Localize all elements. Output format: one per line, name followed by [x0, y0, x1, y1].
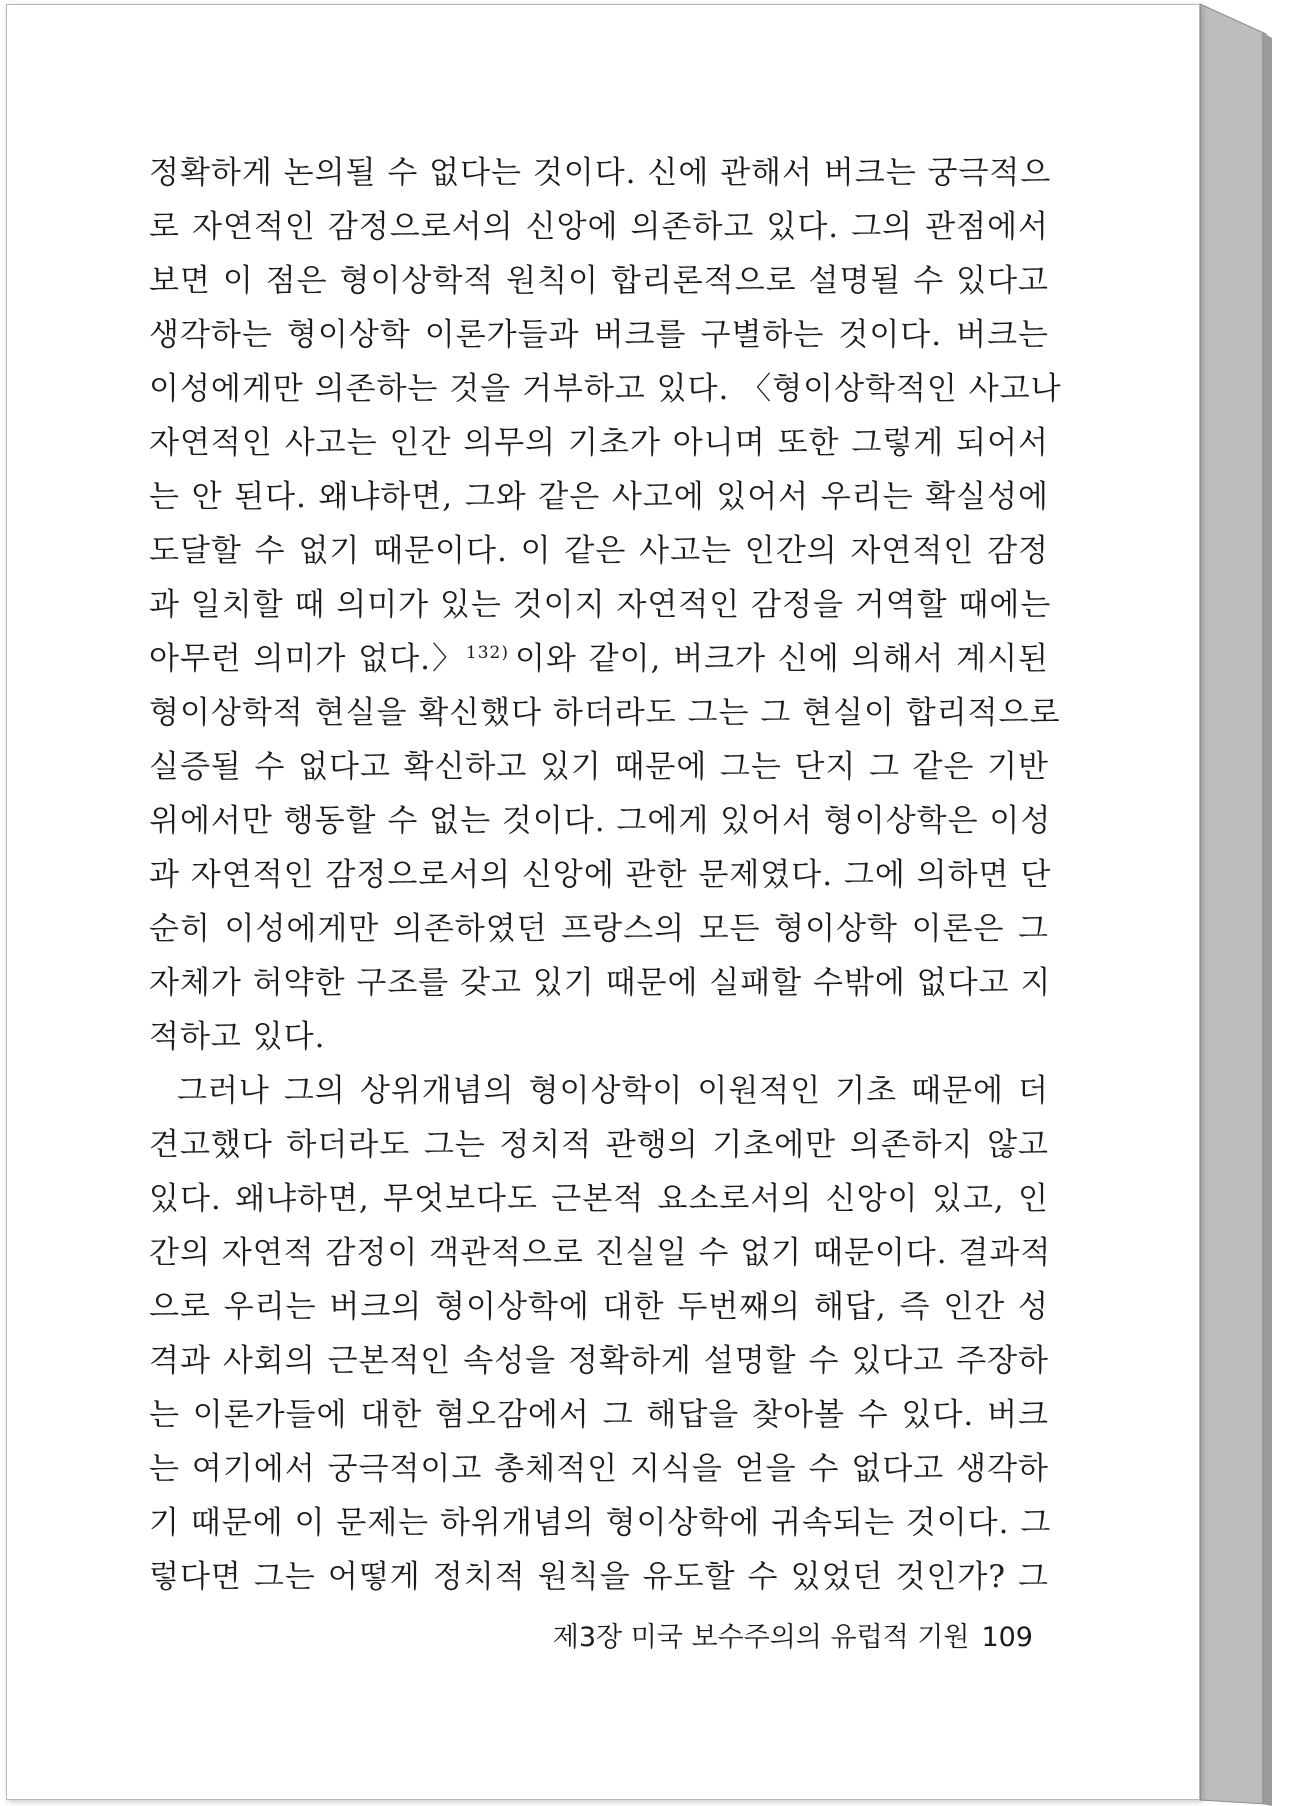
text-line: 이성에게만 의존하는 것을 거부하고 있다. 〈형이상학적인 사고나 — [149, 371, 1062, 407]
text-line: 형이상학적 현실을 확신했다 하더라도 그는 그 현실이 합리적으로 — [149, 695, 1061, 731]
text-line: 있다. 왜냐하면, 무엇보다도 근본적 요소로서의 신앙이 있고, 인 — [149, 1181, 1049, 1217]
page-footer — [553, 1615, 1033, 1654]
text-line-paragraph-start: 그러나 그의 상위개념의 형이상학이 이원적인 기초 때문에 더 — [177, 1073, 1049, 1109]
text-line: 견고했다 하더라도 그는 정치적 관행의 기초에만 의존하지 않고 — [149, 1127, 1049, 1163]
text-line: 간의 자연적 감정이 객관적으로 진실일 수 없기 때문이다. 결과적 — [149, 1235, 1052, 1271]
text-line: 기 때문에 이 문제는 하위개념의 형이상학에 귀속되는 것이다. 그 — [149, 1505, 1052, 1541]
text-line: 렇다면 그는 어떻게 정치적 원칙을 유도할 수 있었던 것인가? 그 — [149, 1559, 1049, 1595]
text-line: 순히 이성에게만 의존하였던 프랑스의 모든 형이상학 이론은 그 — [149, 911, 1049, 947]
text-line: 로 자연적인 감정으로서의 신앙에 의존하고 있다. 그의 관점에서 — [149, 209, 1049, 245]
text-line: 는 이론가들에 대한 혐오감에서 그 해답을 찾아볼 수 있다. 버크 — [149, 1397, 1049, 1433]
text-line: 격과 사회의 근본적인 속성을 정확하게 설명할 수 있다고 주장하 — [149, 1343, 1049, 1379]
text-line: 자연적인 사고는 인간 의무의 기초가 아니며 또한 그렇게 되어서 — [149, 425, 1049, 461]
text-line-with-footnote — [149, 632, 1049, 686]
text-line: 실증될 수 없다고 확신하고 있기 때문에 그는 단지 그 같은 기반 — [149, 749, 1049, 785]
text-line: 적하고 있다. — [149, 1019, 326, 1055]
text-line: 는 여기에서 궁극적이고 총체적인 지식을 얻을 수 없다고 생각하 — [149, 1451, 1049, 1487]
book-spine-side — [1200, 4, 1266, 1804]
text-line: 생각하는 형이상학 이론가들과 버크를 구별하는 것이다. 버크는 — [149, 317, 1049, 353]
text-line: 보면 이 점은 형이상학적 원칙이 합리론적으로 설명될 수 있다고 — [149, 263, 1049, 299]
text-line: 과 자연적인 감정으로서의 신앙에 관한 문제였다. 그에 의하면 단 — [149, 857, 1052, 893]
text-line: 위에서만 행동할 수 없는 것이다. 그에게 있어서 형이상학은 이성 — [149, 803, 1052, 839]
text-line: 는 안 된다. 왜냐하면, 그와 같은 사고에 있어서 우리는 확실성에 — [149, 479, 1049, 515]
text-line: 자체가 허약한 구조를 갖고 있기 때문에 실패할 수밖에 없다고 지 — [149, 965, 1052, 1001]
book-spine-shadow — [1262, 32, 1272, 1806]
text-line: 으로 우리는 버크의 형이상학에 대한 두번째의 해답, 즉 인간 성 — [149, 1289, 1049, 1325]
page-number: 109 — [981, 1622, 1033, 1653]
text-line-end: 이와 같이, 버크가 신에 의해서 계시된 — [514, 641, 1049, 677]
text-line-start: 아무런 의미가 없다.〉 — [149, 641, 465, 677]
text-line: 도달할 수 없기 때문이다. 이 같은 사고는 인간의 자연적인 감정 — [149, 533, 1049, 569]
text-line: 정확하게 논의될 수 없다는 것이다. 신에 관해서 버크는 궁극적으 — [149, 155, 1052, 191]
running-title: 제3장 미국 보수주의의 유럽적 기원 — [552, 1622, 970, 1653]
text-line: 과 일치할 때 의미가 있는 것이지 자연적인 감정을 거역할 때에는 — [149, 587, 1052, 623]
footnote-reference: 132) — [465, 643, 509, 663]
